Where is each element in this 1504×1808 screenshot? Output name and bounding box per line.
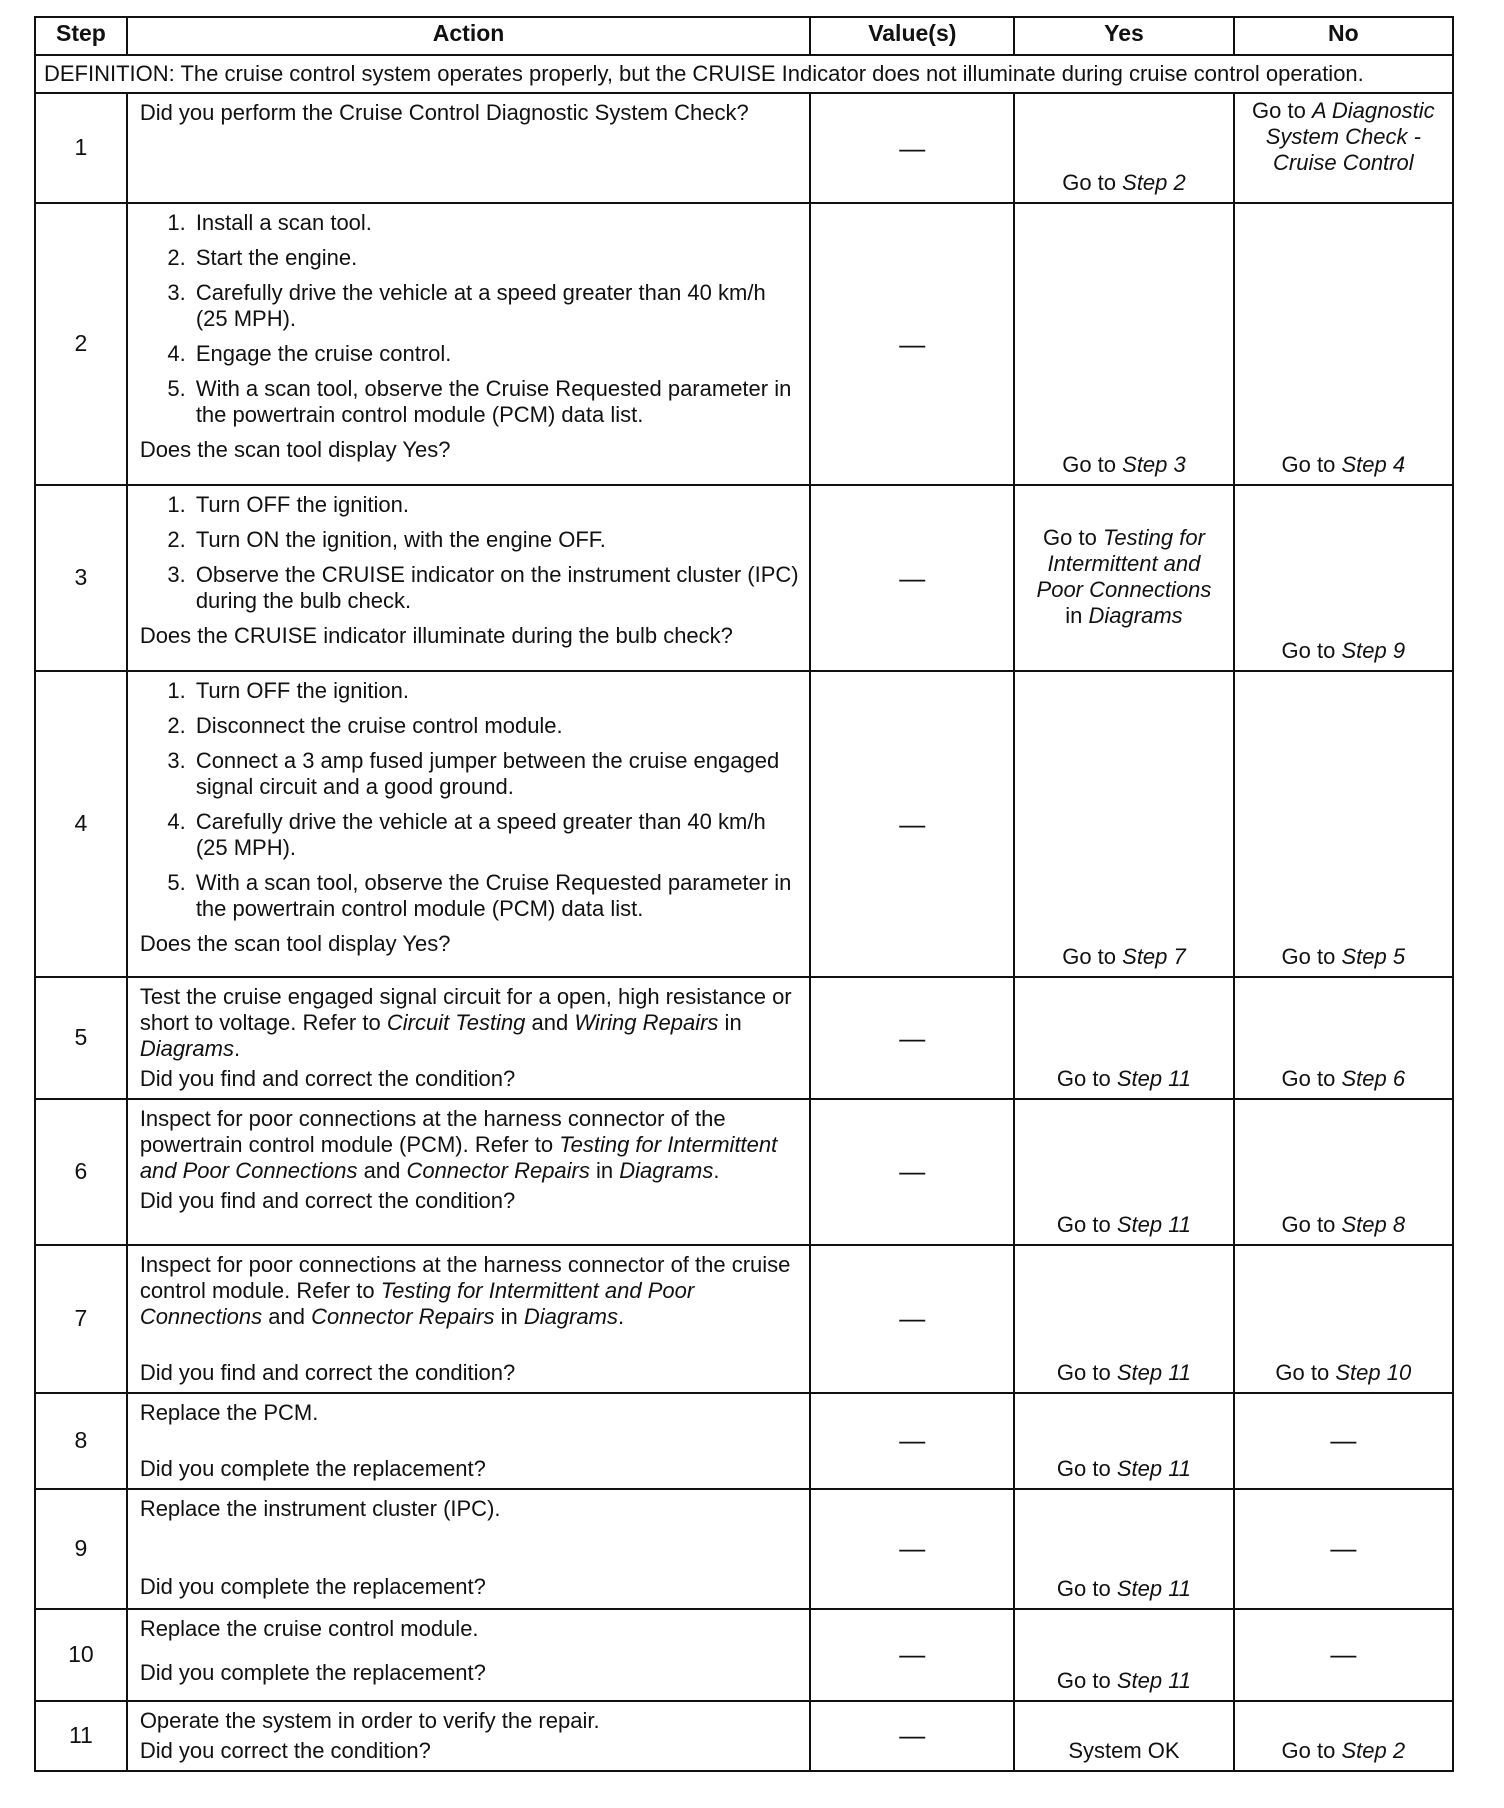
step-number: 11 [35, 1701, 127, 1771]
question-text: Does the scan tool display Yes? [139, 436, 451, 462]
action-text: . [233, 1035, 241, 1061]
action-item: 3. Carefully drive the vehicle at a speed greater than 40 km/h (25 MPH). [192, 280, 799, 332]
go-to-label: Go to [1275, 1359, 1330, 1385]
go-to-label: Go to [1062, 452, 1117, 477]
ref-link: Wiring Repairs [574, 1009, 719, 1035]
go-to-label: Go to [1056, 1211, 1111, 1237]
action-item: 1. Install a scan tool. [192, 210, 799, 236]
action-text: Did you perform the Cruise Control Diagnostic System Check? [127, 93, 810, 203]
value-cell: — [810, 1701, 1014, 1771]
yes-target: Step 2 [1122, 170, 1186, 195]
action-text: Replace the cruise control module. [139, 1615, 479, 1641]
action-text: and [525, 1009, 575, 1035]
table-row [35, 1489, 1453, 1609]
step-number: 1 [35, 93, 127, 203]
action-text: Operate the system in order to verify the repair. [139, 1707, 600, 1733]
action-item: 5. With a scan tool, observe the Cruise Requested parameter in the powertrain control module (PCM) data list. [192, 376, 799, 428]
action-item: 3. Observe the CRUISE indicator on the instrument cluster (IPC) during the bulb check. [192, 562, 799, 614]
action-cell [127, 1489, 810, 1609]
no-cell [1234, 671, 1453, 977]
yes-target: Step 3 [1122, 452, 1186, 477]
table-row [35, 203, 1453, 485]
action-cell [127, 485, 810, 671]
in-label: in [1065, 602, 1083, 628]
no-target: A Diagnostic System Check - Cruise Control [1265, 97, 1435, 175]
step-number: 4 [35, 671, 127, 977]
no-cell: — [1234, 1393, 1453, 1489]
header-action: Action [127, 17, 810, 55]
table-row [35, 1245, 1453, 1393]
action-cell [127, 1245, 810, 1393]
action-text: . [618, 1303, 625, 1329]
action-item: 2. Turn ON the ignition, with the engine OFF. [192, 527, 799, 553]
action-text: and [357, 1157, 407, 1183]
table-row [35, 977, 1453, 1099]
table-row [35, 1099, 1453, 1245]
no-cell [1234, 977, 1453, 1099]
action-text: Inspect for poor connections at the harness connector of the cruise control module. Refer to [139, 1251, 791, 1303]
yes-target: Step 7 [1122, 944, 1186, 969]
no-target: Step 8 [1341, 1211, 1406, 1237]
ref-link: Diagrams [139, 1035, 234, 1061]
value-cell: — [810, 1099, 1014, 1245]
value-cell: — [810, 1393, 1014, 1489]
action-cell [127, 1393, 810, 1489]
ref-link: Connector Repairs [311, 1303, 495, 1329]
action-text: and [262, 1303, 312, 1329]
action-list [140, 492, 799, 614]
action-item: 2. Start the engine. [192, 245, 799, 271]
action-cell [127, 977, 810, 1099]
question-text: Did you complete the replacement? [139, 1573, 486, 1599]
yes-target: Testing for Intermittent and Poor Connections [1036, 525, 1212, 602]
yes-cell [1014, 1099, 1233, 1245]
ref-link: Connector Repairs [406, 1157, 590, 1183]
go-to-label: Go to [1062, 170, 1117, 195]
no-cell [1234, 485, 1453, 671]
action-item: 1. Turn OFF the ignition. [192, 492, 799, 518]
yes-cell [1014, 671, 1233, 977]
table-row [35, 93, 1453, 203]
question-text: Did you find and correct the condition? [139, 1359, 516, 1385]
value-cell: — [810, 671, 1014, 977]
yes-cell [1014, 977, 1233, 1099]
table-row [35, 485, 1453, 671]
no-target: Step 2 [1341, 1737, 1406, 1763]
action-text: in [589, 1157, 620, 1183]
ref-link: Testing for Intermittent and Poor Connections [139, 1277, 695, 1329]
action-item: 4. Carefully drive the vehicle at a speed greater than 40 km/h (25 MPH). [192, 809, 799, 861]
go-to-label: Go to [1056, 1065, 1111, 1091]
value-cell: — [810, 1489, 1014, 1609]
go-to-label: Go to [1281, 944, 1336, 969]
step-number: 8 [35, 1393, 127, 1489]
go-to-label: Go to [1281, 1211, 1336, 1237]
question-text: Did you find and correct the condition? [139, 1065, 516, 1091]
question-text: Does the CRUISE indicator illuminate during the bulb check? [139, 622, 733, 648]
no-target: Step 6 [1341, 1065, 1406, 1091]
definition-text: DEFINITION: The cruise control system operates properly, but the CRUISE Indicator does not illuminate during cruise control operation. [35, 55, 1453, 93]
ref-link: Testing for Intermittent and Poor Connections [139, 1131, 778, 1183]
action-text: . [713, 1157, 720, 1183]
go-to-label: Go to [1043, 525, 1097, 551]
value-cell: — [810, 485, 1014, 671]
table-row [35, 1609, 1453, 1701]
action-cell [127, 671, 810, 977]
go-to-label: Go to [1281, 452, 1336, 477]
no-cell [1234, 93, 1453, 203]
yes-cell [1014, 485, 1233, 671]
yes-cell: System OK [1014, 1701, 1233, 1771]
action-list [140, 210, 799, 428]
action-text: Inspect for poor connections at the harness connector of the powertrain control module (PCM). Refer to [139, 1105, 726, 1157]
table-row [35, 671, 1453, 977]
value-cell: — [810, 1245, 1014, 1393]
header-no: No [1234, 17, 1453, 55]
go-to-label: Go to [1056, 1359, 1111, 1385]
yes-cell [1014, 93, 1233, 203]
yes-cell [1014, 1393, 1233, 1489]
no-cell: — [1234, 1489, 1453, 1609]
question-text: Did you complete the replacement? [139, 1455, 486, 1481]
no-cell [1234, 1099, 1453, 1245]
header-values: Value(s) [810, 17, 1014, 55]
yes-target: Step 11 [1116, 1211, 1192, 1237]
yes-cell [1014, 203, 1233, 485]
go-to-label: Go to [1062, 944, 1117, 969]
yes-cell [1014, 1245, 1233, 1393]
yes-target: Step 11 [1116, 1455, 1192, 1481]
definition-row [35, 55, 1453, 93]
action-item: 4. Engage the cruise control. [192, 341, 799, 367]
no-target: Step 9 [1341, 638, 1406, 663]
step-number: 5 [35, 977, 127, 1099]
go-to-label: Go to [1281, 1065, 1336, 1091]
action-cell [127, 1099, 810, 1245]
go-to-label: Go to [1056, 1455, 1111, 1481]
no-target: Step 10 [1335, 1359, 1412, 1385]
yes-target: Step 11 [1116, 1065, 1192, 1091]
table-row [35, 1393, 1453, 1489]
action-text: Replace the PCM. [139, 1399, 319, 1425]
no-cell: — [1234, 1609, 1453, 1701]
ref-link: Diagrams [619, 1157, 714, 1183]
go-to-label: Go to [1056, 1667, 1111, 1693]
step-number: 2 [35, 203, 127, 485]
action-item: 2. Disconnect the cruise control module. [192, 713, 799, 739]
no-cell [1234, 1701, 1453, 1771]
step-number: 10 [35, 1609, 127, 1701]
no-target: Step 4 [1341, 452, 1406, 477]
ref-link: Circuit Testing [386, 1009, 526, 1035]
action-item: 3. Connect a 3 amp fused jumper between the cruise engaged signal circuit and a good ground. [192, 748, 799, 800]
value-cell: — [810, 1609, 1014, 1701]
step-number: 9 [35, 1489, 127, 1609]
action-list [140, 678, 799, 922]
yes-target: Step 11 [1116, 1575, 1192, 1601]
action-item: 5. With a scan tool, observe the Cruise Requested parameter in the powertrain control module (PCM) data list. [192, 870, 799, 922]
action-cell [127, 1701, 810, 1771]
no-cell [1234, 203, 1453, 485]
action-cell [127, 203, 810, 485]
yes-doc: Diagrams [1088, 602, 1183, 628]
no-target: Step 5 [1341, 944, 1406, 969]
question-text: Does the scan tool display Yes? [139, 930, 451, 956]
table-row [35, 1701, 1453, 1771]
no-cell [1234, 1245, 1453, 1393]
diagnostic-table [34, 16, 1454, 1772]
action-item: 1. Turn OFF the ignition. [192, 678, 799, 704]
action-text: in [718, 1009, 742, 1035]
go-to-label: Go to [1281, 1737, 1336, 1763]
question-text: Did you find and correct the condition? [139, 1187, 516, 1213]
go-to-label: Go to [1056, 1575, 1111, 1601]
question-text: Did you correct the condition? [139, 1737, 431, 1763]
action-text: Replace the instrument cluster (IPC). [139, 1495, 501, 1521]
question-text: Did you complete the replacement? [139, 1659, 486, 1685]
value-cell: — [810, 93, 1014, 203]
yes-target: Step 11 [1116, 1667, 1192, 1693]
action-text: in [494, 1303, 524, 1329]
go-to-label: Go to [1281, 638, 1336, 663]
ref-link: Diagrams [523, 1303, 618, 1329]
value-cell: — [810, 977, 1014, 1099]
step-number: 3 [35, 485, 127, 671]
header-step: Step [35, 17, 127, 55]
header-row [35, 17, 1453, 55]
step-number: 6 [35, 1099, 127, 1245]
yes-cell [1014, 1489, 1233, 1609]
step-number: 7 [35, 1245, 127, 1393]
header-yes: Yes [1014, 17, 1233, 55]
action-cell [127, 1609, 810, 1701]
action-text: Test the cruise engaged signal circuit for a open, high resistance or short to voltage. Refer to [139, 983, 792, 1035]
yes-target: Step 11 [1116, 1359, 1192, 1385]
go-to-label: Go to [1252, 97, 1306, 123]
yes-cell [1014, 1609, 1233, 1701]
value-cell: — [810, 203, 1014, 485]
